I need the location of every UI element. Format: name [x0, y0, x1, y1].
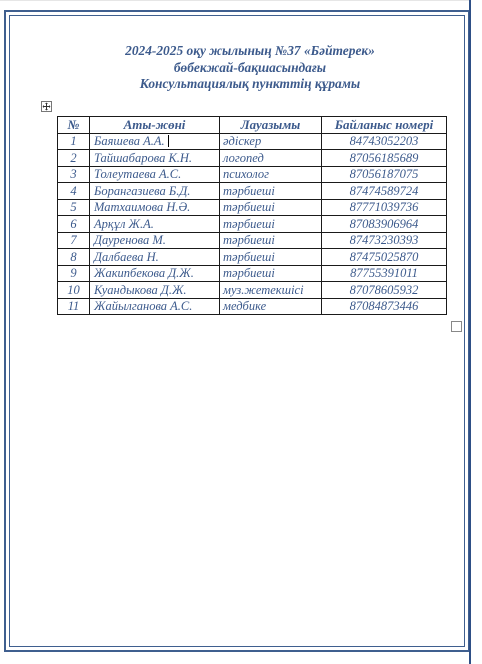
table-row — [58, 133, 447, 150]
move-arrows-icon — [42, 102, 51, 111]
document-title[interactable] — [40, 43, 460, 93]
text-cursor — [168, 135, 169, 147]
title-line-3[interactable]: Консультациялық пункттің құрамы — [139, 76, 361, 91]
cell-name[interactable]: Борангазиева Б.Д. — [90, 183, 220, 200]
cell-position[interactable]: тәрбиеші — [220, 265, 322, 282]
cell-number[interactable]: 9 — [58, 265, 90, 282]
cell-phone[interactable]: 87771039736 — [322, 199, 447, 216]
cell-name[interactable]: Жакипбекова Д.Ж. — [90, 265, 220, 282]
cell-name[interactable]: Далбаева Н. — [90, 249, 220, 266]
table-row — [58, 232, 447, 249]
page-right-edge — [469, 0, 471, 664]
cell-name-text: Баяшева А.А. — [94, 134, 165, 149]
cell-phone[interactable]: 87084873446 — [322, 298, 447, 315]
cell-position[interactable]: муз.жетекшісі — [220, 282, 322, 299]
header-name[interactable]: Аты-жөні — [90, 117, 220, 134]
cell-number[interactable]: 6 — [58, 216, 90, 233]
cell-position[interactable]: тәрбиеші — [220, 183, 322, 200]
staff-table — [57, 116, 447, 315]
cell-name[interactable]: Арқұл Ж.А. — [90, 216, 220, 233]
table-row — [58, 150, 447, 167]
page-border-inner — [9, 15, 465, 647]
table-move-handle[interactable] — [41, 101, 52, 112]
cell-phone[interactable]: 87473230393 — [322, 232, 447, 249]
cell-number[interactable]: 4 — [58, 183, 90, 200]
header-phone[interactable]: Байланыс номері — [322, 117, 447, 134]
cell-phone[interactable]: 87474589724 — [322, 183, 447, 200]
page-top-edge — [0, 0, 470, 1]
cell-position[interactable]: тәрбиеші — [220, 232, 322, 249]
cell-phone[interactable]: 87755391011 — [322, 265, 447, 282]
cell-number[interactable]: 5 — [58, 199, 90, 216]
cell-name[interactable]: Толеутаева А.С. — [90, 166, 220, 183]
table-row — [58, 298, 447, 315]
cell-number[interactable]: 8 — [58, 249, 90, 266]
cell-name[interactable]: Жайылганова А.С. — [90, 298, 220, 315]
cell-phone[interactable]: 87056187075 — [322, 166, 447, 183]
header-position[interactable]: Лауазымы — [220, 117, 322, 134]
cell-phone[interactable]: 84743052203 — [322, 133, 447, 150]
table-row — [58, 249, 447, 266]
table-row — [58, 265, 447, 282]
cell-phone[interactable]: 87475025870 — [322, 249, 447, 266]
header-number[interactable]: № — [58, 117, 90, 134]
cell-name[interactable]: Куандыкова Д.Ж. — [90, 282, 220, 299]
cell-position[interactable]: логопед — [220, 150, 322, 167]
cell-phone[interactable]: 87078605932 — [322, 282, 447, 299]
cell-number[interactable]: 3 — [58, 166, 90, 183]
cell-number[interactable]: 10 — [58, 282, 90, 299]
cell-name[interactable]: Тайшабарова К.Н. — [90, 150, 220, 167]
cell-position[interactable]: медбике — [220, 298, 322, 315]
table-row — [58, 166, 447, 183]
cell-number[interactable]: 1 — [58, 133, 90, 150]
cell-number[interactable]: 7 — [58, 232, 90, 249]
table-resize-handle[interactable] — [451, 321, 462, 332]
cell-number[interactable]: 2 — [58, 150, 90, 167]
cell-name[interactable]: Матхаимова Н.Ә. — [90, 199, 220, 216]
table-header-row — [58, 117, 447, 134]
cell-phone[interactable]: 87056185689 — [322, 150, 447, 167]
cell-name[interactable]: Дауренова М. — [90, 232, 220, 249]
cell-position[interactable]: тәрбиеші — [220, 216, 322, 233]
cell-position[interactable]: тәрбиеші — [220, 249, 322, 266]
table-row — [58, 216, 447, 233]
cell-position[interactable]: психолог — [220, 166, 322, 183]
cell-number[interactable]: 11 — [58, 298, 90, 315]
table-row — [58, 183, 447, 200]
title-line-1[interactable]: 2024-2025 оқу жылының №37 «Бәйтерек» — [125, 43, 375, 58]
table-row — [58, 282, 447, 299]
cell-position[interactable]: тәрбиеші — [220, 199, 322, 216]
cell-position[interactable]: әдіскер — [220, 133, 322, 150]
title-line-2[interactable]: бөбекжай-бақшасындағы — [173, 59, 327, 75]
cell-phone[interactable]: 87083906964 — [322, 216, 447, 233]
cell-name[interactable] — [90, 133, 220, 150]
table-row — [58, 199, 447, 216]
